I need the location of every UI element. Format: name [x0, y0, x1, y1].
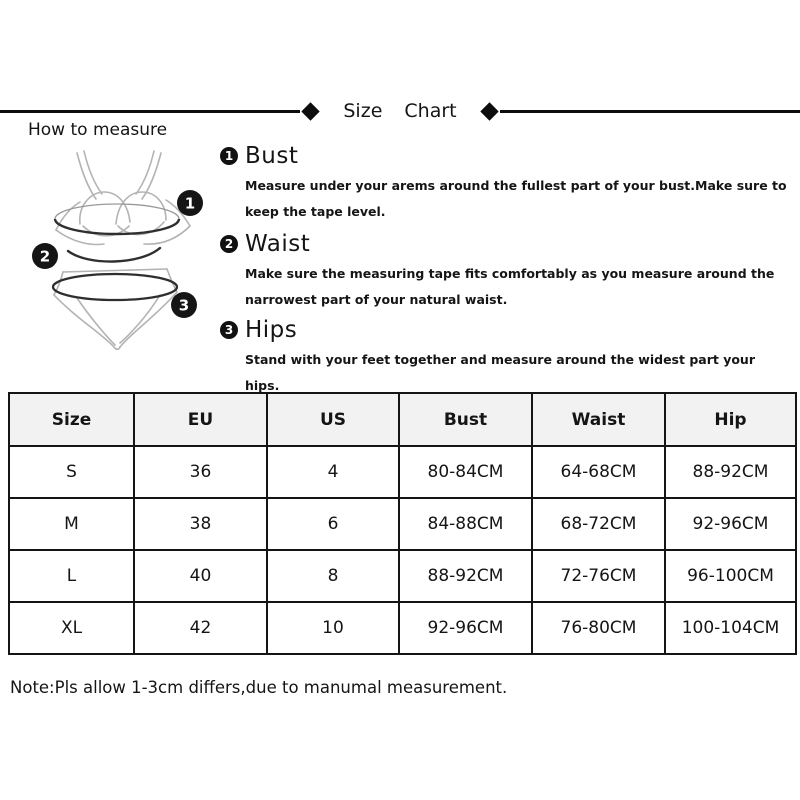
page-title: Size Chart	[343, 100, 457, 122]
col-header-us: US	[267, 393, 399, 446]
bullet-1-icon: 1	[220, 147, 238, 165]
bust-marker-number: 1	[184, 194, 196, 213]
eu-cell: 36	[134, 446, 267, 498]
size-cell: XL	[9, 602, 134, 654]
eu-cell: 38	[134, 498, 267, 550]
section-bust-body: Measure under your arems around the fullest part of your bust.Make sure to keep the tape level.	[245, 178, 787, 219]
waist-cell: 64-68CM	[532, 446, 665, 498]
col-header-waist: Waist	[532, 393, 665, 446]
section-waist-body: Make sure the measuring tape fits comfortably as you measure around the narrowest part of your natural waist.	[245, 266, 775, 307]
col-header-size: Size	[9, 393, 134, 446]
bikini-measure-illustration	[20, 146, 230, 361]
waist-tape-line	[68, 248, 160, 262]
bust-cell: 88-92CM	[399, 550, 532, 602]
section-hips	[220, 317, 790, 399]
bust-cell: 80-84CM	[399, 446, 532, 498]
hip-tape-line	[53, 274, 177, 300]
section-waist-heading: Waist	[245, 231, 311, 257]
section-hips-heading: Hips	[245, 317, 298, 343]
bullet-3-icon: 3	[220, 321, 238, 339]
table-header-row	[9, 393, 796, 446]
section-bust	[220, 143, 790, 225]
measurement-note: Note:Pls allow 1-3cm differs,due to manumal measurement.	[10, 678, 508, 697]
title-rule-left	[0, 110, 300, 113]
bullet-2-icon: 2	[220, 235, 238, 253]
eu-cell: 42	[134, 602, 267, 654]
col-header-bust: Bust	[399, 393, 532, 446]
how-to-measure-heading: How to measure	[28, 120, 168, 140]
table-row	[9, 550, 796, 602]
diamond-icon	[480, 102, 498, 120]
table-row	[9, 602, 796, 654]
section-hips-body: Stand with your feet together and measure around the widest part your hips.	[245, 352, 755, 393]
section-waist-heading-row	[220, 231, 790, 257]
bust-cell: 84-88CM	[399, 498, 532, 550]
hip-cell: 92-96CM	[665, 498, 796, 550]
title-rule-right	[500, 110, 800, 113]
section-bust-heading-row	[220, 143, 790, 169]
eu-cell: 40	[134, 550, 267, 602]
size-table	[8, 392, 797, 655]
bust-cell: 92-96CM	[399, 602, 532, 654]
waist-marker-number: 2	[39, 247, 51, 266]
diamond-icon	[302, 102, 320, 120]
section-waist	[220, 231, 790, 313]
hip-cell: 96-100CM	[665, 550, 796, 602]
hips-marker-number: 3	[178, 296, 190, 315]
waist-cell: 68-72CM	[532, 498, 665, 550]
col-header-eu: EU	[134, 393, 267, 446]
section-bust-heading: Bust	[245, 143, 299, 169]
size-cell: S	[9, 446, 134, 498]
panty-sketch	[54, 269, 177, 349]
waist-cell: 72-76CM	[532, 550, 665, 602]
us-cell: 4	[267, 446, 399, 498]
waist-cell: 76-80CM	[532, 602, 665, 654]
size-cell: L	[9, 550, 134, 602]
us-cell: 10	[267, 602, 399, 654]
us-cell: 8	[267, 550, 399, 602]
col-header-hip: Hip	[665, 393, 796, 446]
size-cell: M	[9, 498, 134, 550]
hip-cell: 88-92CM	[665, 446, 796, 498]
table-row	[9, 498, 796, 550]
hip-cell: 100-104CM	[665, 602, 796, 654]
section-hips-heading-row	[220, 317, 790, 343]
table-row	[9, 446, 796, 498]
us-cell: 6	[267, 498, 399, 550]
